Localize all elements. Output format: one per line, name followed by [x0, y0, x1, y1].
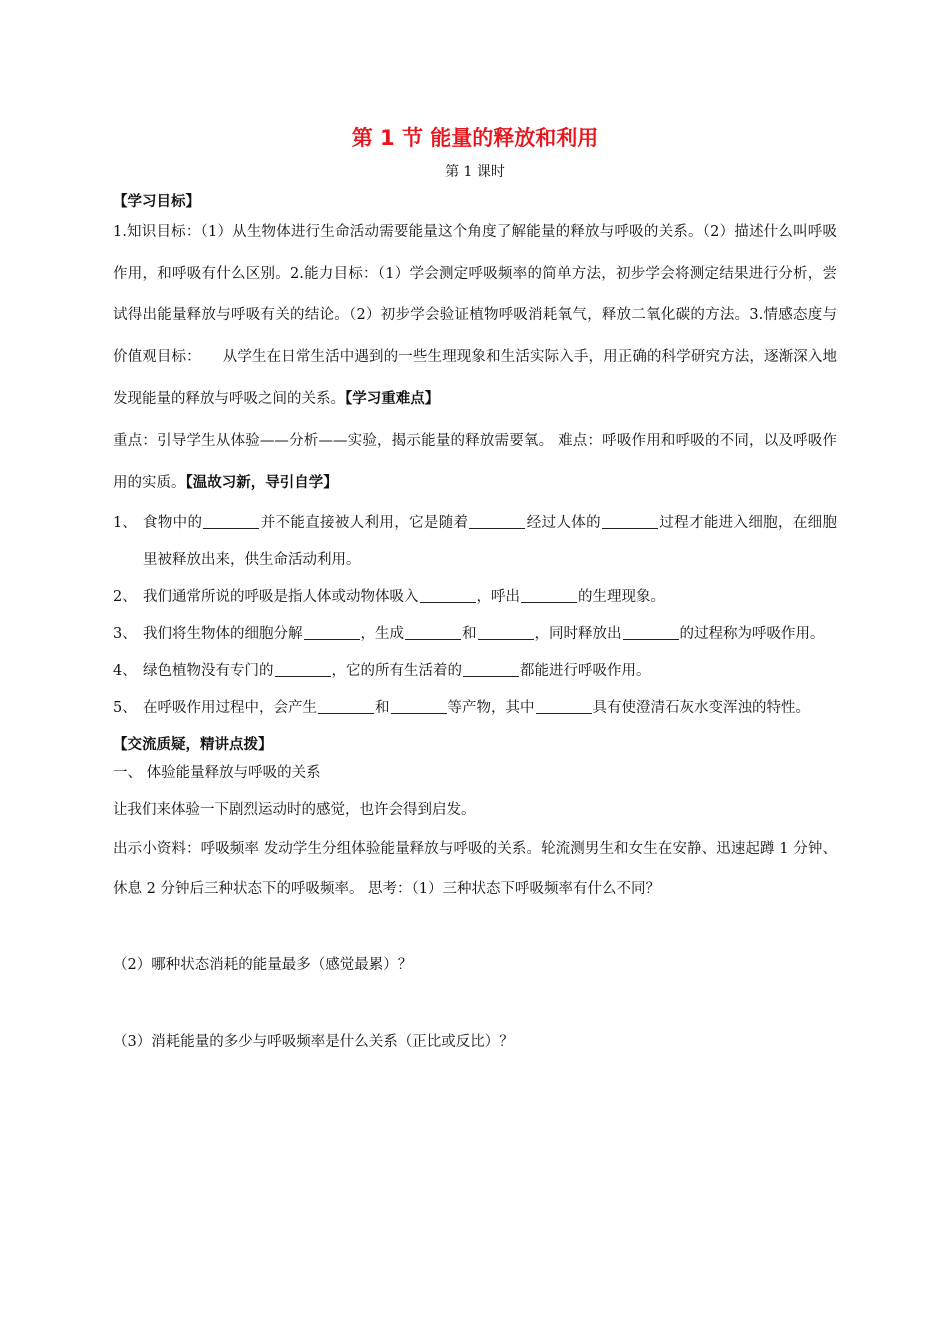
question-text: 具有使澄清石灰水变浑浊的特性。 — [592, 699, 810, 716]
question-text: ，生成 — [360, 625, 404, 642]
question-text: 都能进行呼吸作用。 — [520, 662, 651, 679]
key-heading: 【学习重难点】 — [345, 390, 440, 407]
goals-body: 1.知识目标：（1）从生物体进行生命活动需要能量这个角度了解能量的释放与呼吸的关系。（2）描述什么叫呼吸作用，和呼吸有什么区别。2.能力目标：（1）学会测定呼吸频率的简单方法，初步学会将测定结果进行分析，尝试得出能量释放与呼吸有关的结论。（2）初步学会验证植物呼吸消耗氧气，释放二氧化碳的方法。3.情感态度与价值观目标： 从学生在日常生活中遇到的一些生理现象和生活实际入手，用正确的科学研究方法，逐渐深入地发现能量的释放与呼吸之间的关系。 — [113, 224, 837, 407]
question-text: ，同时释放出 — [534, 625, 622, 642]
review-question-1 — [113, 505, 837, 579]
question-text: 在呼吸作用过程中，会产生 — [143, 699, 317, 716]
question-text: 我们通常所说的呼吸是指人体或动物体吸入 — [143, 588, 419, 605]
answer-blank[interactable] — [478, 625, 534, 640]
question-text: 的生理现象。 — [578, 588, 665, 605]
part-one-title: 一、 体验能量释放与呼吸的关系 — [113, 764, 321, 781]
question-text: 并不能直接被人利用，它是随着 — [260, 514, 469, 531]
key-body: 重点：引导学生从体验——分析——实验，揭示能量的释放需要氧。 难点：呼吸作用和呼吸的不同，以及呼吸作用的实质。 — [113, 432, 837, 491]
question-text: 经过人体的 — [526, 514, 601, 531]
review-questions — [113, 505, 837, 727]
key-text — [113, 421, 837, 505]
answer-blank[interactable] — [463, 662, 519, 677]
answer-blank[interactable] — [536, 699, 592, 714]
question-text: 绿色植物没有专门的 — [143, 662, 274, 679]
lesson-subtitle: 第 1 课时 — [445, 164, 505, 180]
answer-blank[interactable] — [391, 699, 447, 714]
question-text: 的过程称为呼吸作用。 — [679, 625, 825, 642]
question-text: 我们将生物体的细胞分解 — [143, 625, 303, 642]
review-question-4 — [113, 653, 837, 690]
review-question-5 — [113, 690, 837, 727]
question-text: 过程才能进入细胞，在细胞里被释放出来，供生命活动利用。 — [143, 514, 838, 568]
think-question-3: （3）消耗能量的多少与呼吸频率是什么关系（正比或反比）？ — [113, 1034, 514, 1050]
answer-blank[interactable] — [203, 514, 259, 529]
page-title: 第 1 节 能量的释放和利用 — [351, 126, 599, 150]
review-question-2 — [113, 579, 837, 616]
question-number: 3、 — [113, 625, 137, 642]
answer-blank[interactable] — [469, 514, 525, 529]
answer-blank[interactable] — [275, 662, 331, 677]
feel-paragraph: 让我们来体验一下剧烈运动时的感觉，也许会得到启发。 — [113, 801, 476, 818]
info-paragraph: 出示小资料：呼吸频率 发动学生分组体验能量释放与呼吸的关系。轮流测男生和女生在安静、迅速起蹲 1 分钟、休息 2 分钟后三种状态下的呼吸频率。 思考：（1）三种状态下呼吸频率有什么不同？ — [113, 840, 837, 897]
goals-text — [113, 212, 837, 421]
question-text: 食物中的 — [143, 514, 203, 531]
answer-blank[interactable] — [318, 699, 374, 714]
answer-blank[interactable] — [420, 588, 476, 603]
answer-blank[interactable] — [623, 625, 679, 640]
goals-heading: 【学习目标】 — [113, 193, 200, 210]
review-question-3 — [113, 616, 837, 653]
discuss-heading: 【交流质疑，精讲点拨】 — [113, 735, 273, 753]
question-text: 和 — [375, 699, 390, 716]
answer-blank[interactable] — [405, 625, 461, 640]
question-number: 4、 — [113, 662, 137, 679]
answer-blank[interactable] — [602, 514, 658, 529]
answer-blank[interactable] — [304, 625, 360, 640]
question-number: 1、 — [113, 514, 137, 531]
question-number: 2、 — [113, 588, 137, 605]
review-heading: 【温故习新，导引自学】 — [185, 474, 338, 491]
question-text: ，呼出 — [476, 588, 520, 605]
question-number: 5、 — [113, 699, 137, 716]
think-question-2: （2）哪种状态消耗的能量最多（感觉最累）？ — [113, 956, 413, 973]
question-text: 和 — [462, 625, 477, 642]
question-text: ，它的所有生活着的 — [331, 662, 462, 679]
answer-blank[interactable] — [521, 588, 577, 603]
question-text: 等产物，其中 — [447, 699, 535, 716]
